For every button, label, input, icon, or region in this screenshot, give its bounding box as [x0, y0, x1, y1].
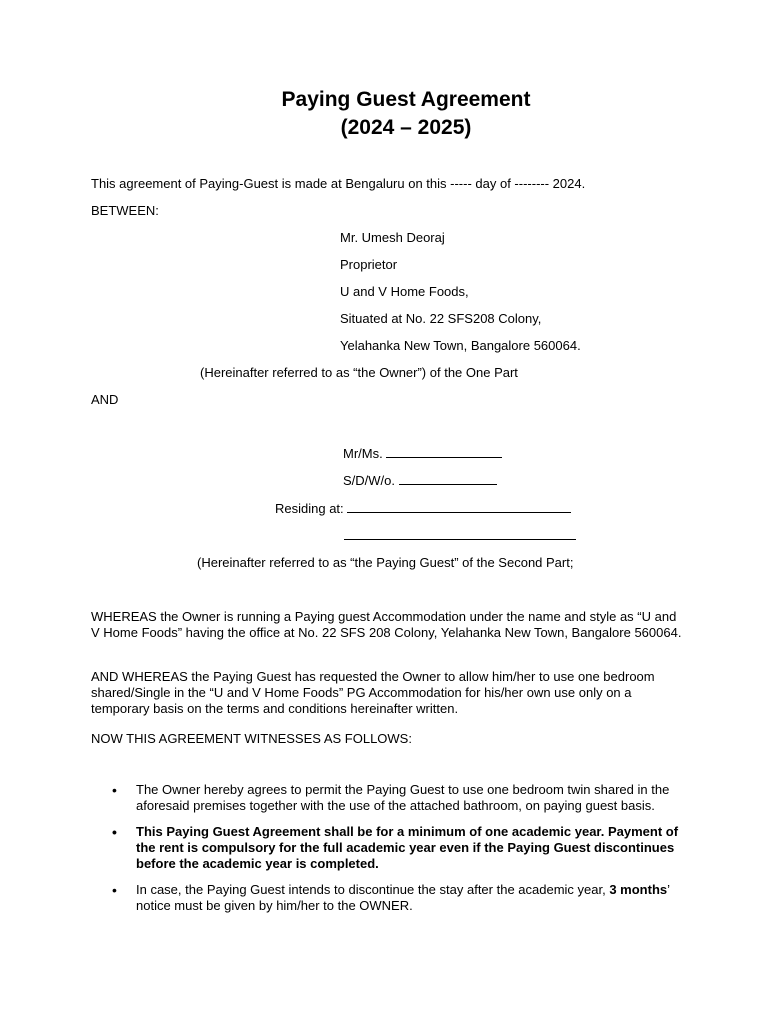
document-title: Paying Guest Agreement	[281, 88, 531, 111]
intro-line: This agreement of Paying-Guest is made at Bengaluru on this ----- day of -------- 2024.	[91, 176, 586, 191]
owner-address-line1: Situated at No. 22 SFS208 Colony,	[340, 311, 542, 326]
between-label: BETWEEN:	[91, 203, 159, 218]
bullet-icon: •	[112, 782, 117, 798]
guest-residing-line2	[344, 528, 576, 544]
owner-role: Proprietor	[340, 257, 398, 272]
term-text-3b: ’ notice must be given by him/her to the OWNER.	[136, 882, 670, 913]
list-item	[112, 824, 684, 872]
and-label: AND	[91, 392, 119, 407]
term-text-3a: In case, the Paying Guest intends to discontinue the stay after the academic year,	[136, 882, 610, 897]
guest-relation-label: S/D/W/o.	[343, 473, 396, 488]
owner-business: U and V Home Foods,	[340, 284, 469, 299]
guest-residing-blank-2[interactable]	[344, 528, 576, 540]
guest-residing-label: Residing at:	[275, 501, 344, 516]
term-text-1: The Owner hereby agrees to permit the Paying Guest to use one bedroom twin shared in the aforesaid premises together with the use of the attached bathroom, on paying guest basis.	[136, 782, 670, 813]
guest-reference: (Hereinafter referred to as “the Paying Guest” of the Second Part;	[197, 555, 574, 570]
guest-name-label: Mr/Ms.	[343, 446, 383, 461]
document-subtitle: (2024 – 2025)	[340, 116, 472, 139]
bullet-icon: •	[112, 824, 117, 840]
guest-relation-line	[343, 473, 497, 489]
guest-residing-blank[interactable]	[347, 501, 571, 513]
list-item	[112, 782, 684, 814]
list-item	[112, 882, 684, 914]
guest-residing-line	[275, 501, 571, 517]
guest-name-blank[interactable]	[386, 446, 502, 458]
guest-name-line	[343, 446, 502, 462]
witness-heading: NOW THIS AGREEMENT WITNESSES AS FOLLOWS:	[91, 731, 412, 746]
owner-address-line2: Yelahanka New Town, Bangalore 560064.	[340, 338, 581, 353]
owner-reference: (Hereinafter referred to as “the Owner”) of the One Part	[200, 365, 518, 380]
bullet-icon: •	[112, 882, 117, 898]
whereas-paragraph-2: AND WHEREAS the Paying Guest has requested the Owner to allow him/her to use one bedroom shared/Single in the “U and V Home Foods” PG Accommodation for his/her own use only on a temporary basis on the terms and conditions hereinafter written.	[91, 669, 655, 716]
whereas-paragraph-1: WHEREAS the Owner is running a Paying guest Accommodation under the name and style as “U and V Home Foods” having the office at No. 22 SFS 208 Colony, Yelahanka New Town, Bangalore 560064.	[91, 609, 682, 640]
terms-list	[112, 782, 684, 924]
guest-relation-blank[interactable]	[399, 473, 497, 485]
term-text-2: This Paying Guest Agreement shall be for a minimum of one academic year. Payment of the rent is compulsory for the full academic year even if the Paying Guest discontinues before the academic year is completed.	[136, 824, 679, 871]
term-text-3-bold: 3 months	[609, 882, 668, 897]
owner-name: Mr. Umesh Deoraj	[340, 230, 445, 245]
